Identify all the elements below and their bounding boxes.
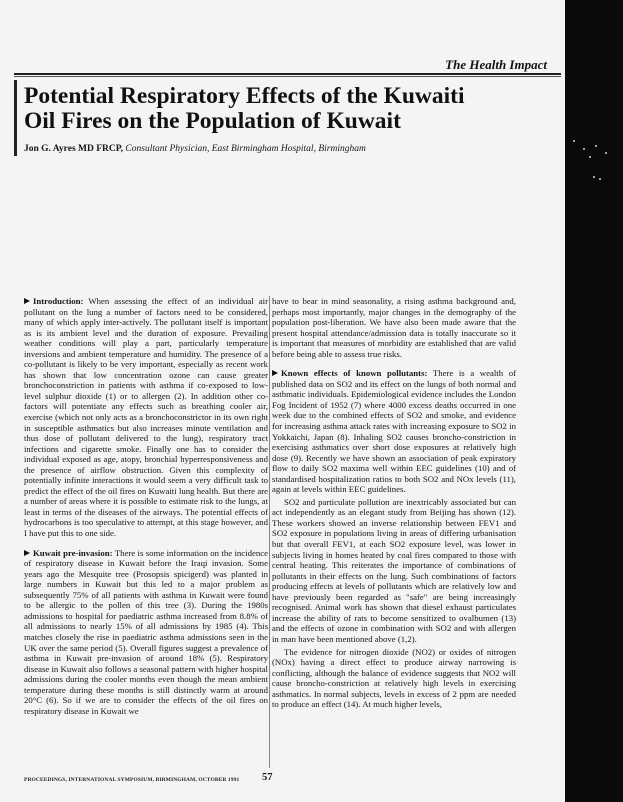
section-heading: Known effects of known pollutants: xyxy=(281,368,428,379)
section-heading: Introduction: xyxy=(33,296,84,306)
paragraph-nitrogen-dioxide xyxy=(272,647,516,710)
scan-speck xyxy=(605,152,607,154)
right-column xyxy=(272,296,516,712)
paragraph-text: The evidence for nitrogen dioxide (NO2) or oxides of nitrogen (NOx) having a direct effect to produce airway narrowing is conflicting, although the balance of evidence suggests that NO2 will cause broncho-constriction at relatively high levels in exercising asthmatics. In normal subjects, levels in excess of 2 ppm are needed to produce an effect (14). At much higher levels, xyxy=(272,646,516,710)
paragraph-text: When assessing the effect of an individual air pollutant on the lung a number of factors need to be considered, many of which apply inter-actively. The pollutant itself is important as is its ambient level and the duration of exposure. Prevailing weather conditions will play a part, particularly temperature inversions and ambient temperature and humidity. The presence of a co-pollutant is likely to be very important, especially as recent work has shown that low concentration ozone can cause greater bronchoconstriction in patients with asthma if co-exposed to low-level sulphur dioxide (1) or to allergen (2). In addition other co-factors will potentiate any effects such as breathing cooler air, exercise (which not only acts as a bronchoconstrictor in its own right in susceptible asthmatics but also increases minute ventilation and thus dose of pollutant delivered to the lung), respiratory tract infections and cigarette smoke. Finally one has to consider the individual exposed as age, atopy, bronchial hyperresponsiveness and the presence of airflow obstruction. Given this complexity of potentially infinite interactions it would seem a very difficult task to predict the effect of the oil fires on Kuwaiti lung health. But there are a number of areas where it is possible to estimate risk to the lungs, at least in terms of the diseases of the airways. The potential effects of hydrocarbons is too speculative to attempt, at this stage however, and I have put this to one side. xyxy=(24,296,268,539)
paragraph-so2-particulates xyxy=(272,497,516,645)
author-name: Jon G. Ayres MD FRCP, xyxy=(24,144,124,154)
paragraph-kuwait-pre-invasion xyxy=(24,548,268,717)
paragraph-text: have to bear in mind seasonality, a rising asthma background and, perhaps most importantly, major changes in the demography of the population post-liberation. We have also been made aware that the present hospital attendance/admission data is totally inaccurate so it is important that measures of morbidity are established that are valid before being able to assess true risks. xyxy=(272,296,516,359)
paragraph-text: There is some information on the incidence of respiratory disease in Kuwait before the Iraqi invasion. Some years ago the Mesquite tree (Prosopsis spicigerd) was planted in large numbers in Kuwait but this led to a major problem as subsequently 75% of all patients with asthma in Kuwait were found to be allergic to the pollen of this tree (3). During the 1980s admissions to hospital for paediatric asthma increased from 8.8% of all admissions to nearly 15% of all admissions by 1985 (4). This matches closely the rise in paediatric asthma admissions seen in the UK over the same period (5). Overall figures suggest a prevalence of asthma in Kuwait pre-invasion of around 18% (5). Respiratory disease in Kuwait also follows a seasonal pattern with higher hospital admissions during the cooler months even though the mean ambient temperature during these months is still distinctly warm at around 20°C (6). So if we are to consider the effects of the oil fires on respiratory disease in Kuwait we xyxy=(24,547,269,716)
title-accent-bar xyxy=(14,80,17,156)
paragraph-introduction xyxy=(24,296,268,539)
section-arrow-icon xyxy=(272,370,278,376)
scan-speck xyxy=(595,145,597,147)
section-arrow-icon xyxy=(24,550,30,556)
page-number: 57 xyxy=(262,772,273,783)
section-heading: Kuwait pre-invasion: xyxy=(33,547,113,558)
paragraph-text: There is a wealth of published data on SO2 and its effect on the lungs of both normal and asthmatic individuals. Epidemiological evidence includes the London Fog Incident of 1952 (7) where 4000 excess deaths occurred in one week due to the combined effects of SO2 and smoke, and evidence for increasing asthma attack rates with increasing exposure to SO2 in Yokkaichi, Japan (8). Inhaling SO2 causes broncho-constriction in exercising asthmatics over short dose exposures at relatively high dose (9). Recently we have shown an association of peak expiratory flow to daily SO2 maxima well within EEC guidelines (10) and of standardised hospitalization ratios to both SO2 and NOx levels (11), again at levels within EEC guidelines. xyxy=(272,368,516,495)
scan-speck xyxy=(583,148,585,150)
section-arrow-icon xyxy=(24,298,30,304)
column-divider xyxy=(269,296,270,768)
byline xyxy=(24,144,366,154)
scan-speck xyxy=(589,156,591,158)
scan-speck xyxy=(599,178,601,180)
section-header: The Health Impact xyxy=(445,57,547,72)
header-rule-thin xyxy=(14,76,561,77)
paragraph-known-effects xyxy=(272,368,516,495)
article-title: Potential Respiratory Effects of the Kuwaiti Oil Fires on the Population of Kuwait xyxy=(24,83,465,134)
author-affiliation: Consultant Physician, East Birmingham Hospital, Birmingham xyxy=(125,144,366,154)
scan-speck xyxy=(593,176,595,178)
paragraph-continuation xyxy=(272,296,516,359)
proceedings-footer: PROCEEDINGS, INTERNATIONAL SYMPOSIUM, BIRMINGHAM, OCTOBER 1991 xyxy=(24,777,240,783)
paragraph-text: SO2 and particulate pollution are inextricably associated but can act independently as an elegant study from Beijing has shown (12). These workers showed an inverse relationship between FEV1 and SO2 exposure in populations living in areas of differing urbanisation but that overall FEV1, at each SO2 exposure level, was lower in subjects living in homes heated by coal fires compared to those with central heating. This reiterates the importance of combinations of pollutants in their effects on the lung. Such combinations of factors producing effects at levels of pollutants which are relatively low and have previously been regarded as "safe" are being increasingly recognised. Animal work has shown that diesel exhaust particulates increase the ability of rats to become sensitized to ovalbumen (13) and the effects of ozone in combination with SO2 and with allergen in man have been mentioned above (1,2). xyxy=(272,496,516,644)
header-rule xyxy=(14,73,561,75)
scan-speck xyxy=(573,140,575,142)
left-column xyxy=(24,296,268,718)
scan-edge-strip xyxy=(565,0,623,802)
